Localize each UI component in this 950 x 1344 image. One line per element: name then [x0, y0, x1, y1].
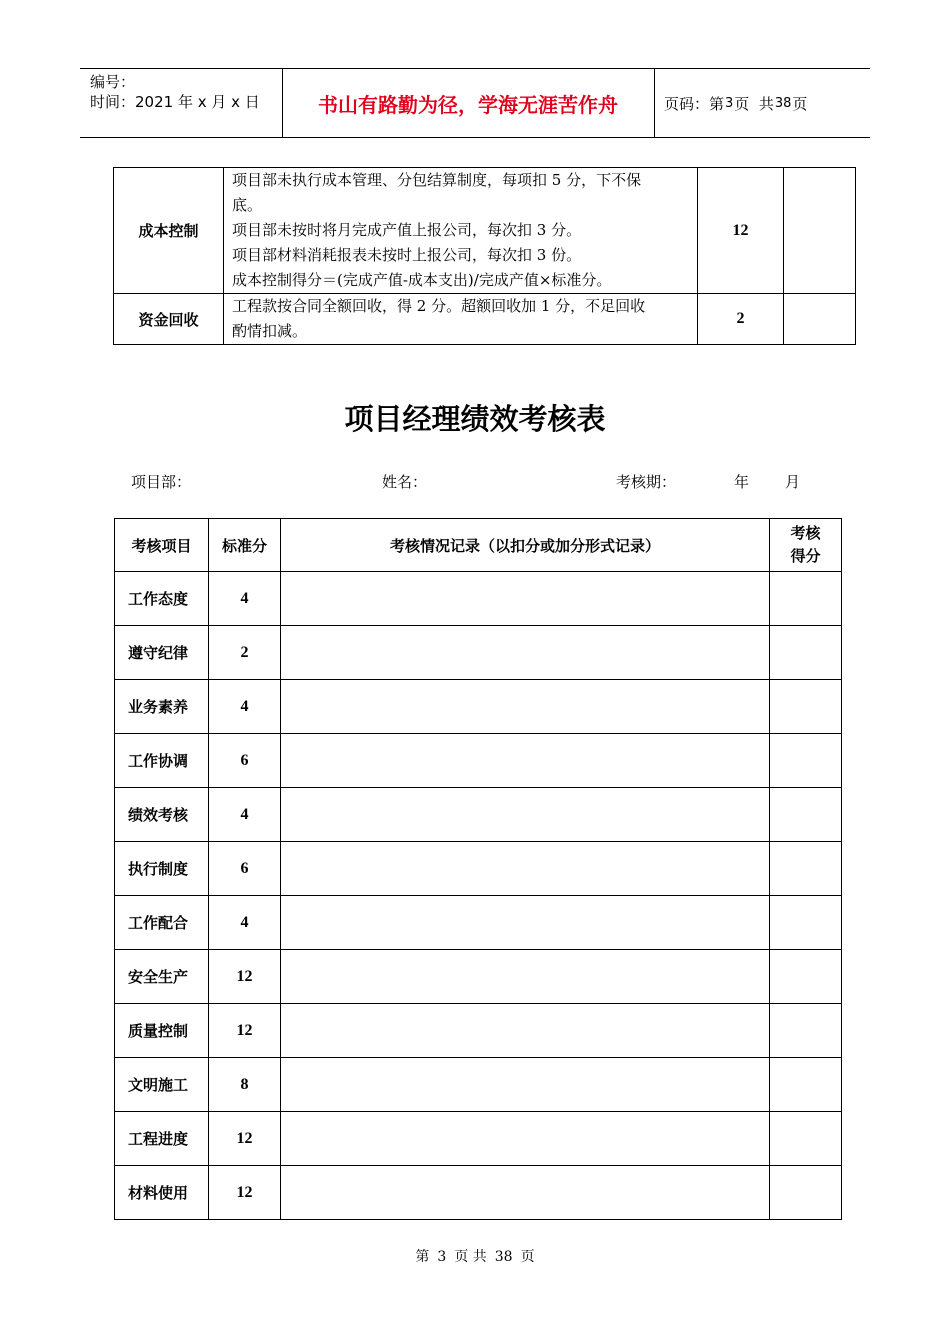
row-item: 质量控制 — [115, 1004, 209, 1058]
page-header — [80, 68, 870, 138]
table-row — [114, 294, 856, 345]
row-score[interactable] — [770, 842, 842, 896]
row-score[interactable] — [770, 680, 842, 734]
row-record[interactable] — [281, 1112, 770, 1166]
row-standard: 4 — [209, 680, 281, 734]
footer-mid: 页 共 — [454, 1249, 487, 1265]
row-record[interactable] — [281, 626, 770, 680]
row-score: 12 — [698, 168, 784, 294]
table-row — [115, 896, 842, 950]
row-standard: 12 — [209, 1166, 281, 1220]
table-row — [115, 680, 842, 734]
row-standard: 12 — [209, 950, 281, 1004]
time-label: 时间：2021 年 x 月 x 日 — [90, 93, 260, 111]
header-standard: 标准分 — [209, 519, 281, 572]
row-score[interactable] — [770, 626, 842, 680]
footer-prefix: 第 — [415, 1249, 430, 1265]
dept-label: 项目部： — [131, 473, 192, 491]
row-score[interactable] — [770, 1166, 842, 1220]
row-item: 工作配合 — [115, 896, 209, 950]
row-record[interactable] — [281, 1166, 770, 1220]
header-record: 考核情况记录（以扣分或加分形式记录） — [281, 519, 770, 572]
row-record[interactable] — [281, 842, 770, 896]
header-score-line1: 考核 — [790, 524, 821, 542]
header-item: 考核项目 — [115, 519, 209, 572]
table-row — [115, 950, 842, 1004]
footer-total: 38 — [494, 1249, 513, 1265]
desc-line: 项目部材料消耗报表未按时上报公司，每次扣 3 份。 — [232, 246, 582, 264]
form-title: 项目经理绩效考核表 — [344, 402, 606, 436]
row-score[interactable] — [770, 1004, 842, 1058]
row-standard: 8 — [209, 1058, 281, 1112]
page-current: 3 — [725, 95, 734, 111]
row-item: 成本控制 — [114, 168, 224, 294]
motto: 书山有路勤为径，学海无涯苦作舟 — [282, 69, 655, 137]
row-item: 工程进度 — [115, 1112, 209, 1166]
row-score[interactable] — [770, 572, 842, 626]
month-label: 月 — [785, 473, 801, 491]
row-description — [224, 168, 698, 294]
row-record[interactable] — [281, 734, 770, 788]
header-score — [770, 519, 842, 572]
table-row — [115, 842, 842, 896]
table-row — [115, 1004, 842, 1058]
row-score[interactable] — [770, 1112, 842, 1166]
row-item: 工作态度 — [115, 572, 209, 626]
row-score[interactable] — [770, 950, 842, 1004]
row-item: 文明施工 — [115, 1058, 209, 1112]
cost-table — [113, 167, 856, 345]
page-mid: 页 共 — [734, 94, 774, 113]
desc-line: 底。 — [232, 196, 263, 214]
row-item: 绩效考核 — [115, 788, 209, 842]
row-standard: 4 — [209, 572, 281, 626]
row-score[interactable] — [770, 896, 842, 950]
page-total: 38 — [774, 95, 792, 111]
page-suffix: 页 — [792, 94, 808, 113]
row-item: 执行制度 — [115, 842, 209, 896]
page-footer — [0, 1246, 950, 1266]
row-score[interactable] — [770, 1058, 842, 1112]
row-item: 资金回收 — [114, 294, 224, 345]
row-item: 材料使用 — [115, 1166, 209, 1220]
row-blank — [784, 294, 856, 345]
row-item: 业务素养 — [115, 680, 209, 734]
footer-current: 3 — [437, 1249, 447, 1265]
row-record[interactable] — [281, 1058, 770, 1112]
row-description — [224, 294, 698, 345]
row-item: 安全生产 — [115, 950, 209, 1004]
table-row — [115, 572, 842, 626]
row-record[interactable] — [281, 788, 770, 842]
row-standard: 2 — [209, 626, 281, 680]
number-label: 编号： — [90, 73, 136, 91]
row-standard: 4 — [209, 896, 281, 950]
row-standard: 12 — [209, 1004, 281, 1058]
row-record[interactable] — [281, 1004, 770, 1058]
table-row — [115, 734, 842, 788]
assessment-table — [114, 518, 842, 1220]
row-standard: 6 — [209, 734, 281, 788]
table-row — [115, 788, 842, 842]
row-record[interactable] — [281, 680, 770, 734]
row-record[interactable] — [281, 896, 770, 950]
row-standard: 4 — [209, 788, 281, 842]
table-row — [115, 626, 842, 680]
header-score-line2: 得分 — [790, 547, 821, 565]
name-label: 姓名： — [382, 473, 428, 491]
row-item: 工作协调 — [115, 734, 209, 788]
table-row — [114, 168, 856, 294]
row-standard: 12 — [209, 1112, 281, 1166]
row-score[interactable] — [770, 788, 842, 842]
table-row — [115, 1112, 842, 1166]
table-row — [115, 1058, 842, 1112]
row-score[interactable] — [770, 734, 842, 788]
row-score: 2 — [698, 294, 784, 345]
desc-line: 项目部未执行成本管理、分包结算制度，每项扣 5 分，下不保 — [232, 171, 642, 189]
desc-line: 成本控制得分＝(完成产值-成本支出)/完成产值×标准分。 — [232, 271, 612, 289]
page-prefix: 页码：第 — [664, 94, 725, 113]
desc-line: 工程款按合同全额回收，得 2 分。超额回收加 1 分，不足回收 — [232, 297, 646, 315]
footer-suffix: 页 — [520, 1249, 535, 1265]
desc-line: 酌情扣减。 — [232, 322, 308, 340]
header-meta — [80, 69, 283, 137]
table-row — [115, 1166, 842, 1220]
page-indicator — [654, 69, 870, 137]
desc-line: 项目部未按时将月完成产值上报公司，每次扣 3 分。 — [232, 221, 582, 239]
row-item: 遵守纪律 — [115, 626, 209, 680]
row-record[interactable] — [281, 950, 770, 1004]
row-standard: 6 — [209, 842, 281, 896]
row-record[interactable] — [281, 572, 770, 626]
table-header-row — [115, 519, 842, 572]
period-label: 考核期： — [616, 473, 677, 491]
row-blank — [784, 168, 856, 294]
year-label: 年 — [734, 473, 750, 491]
